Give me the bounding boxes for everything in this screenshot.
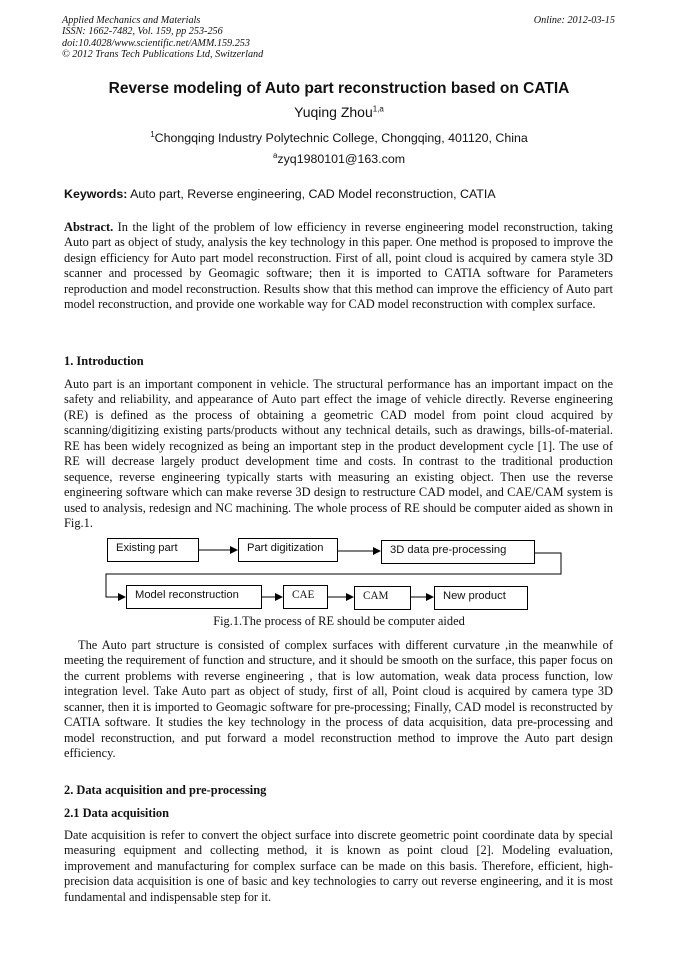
flow-box-model-reconstruction: Model reconstruction [126,585,262,609]
section21-paragraph-1: Date acquisition is refer to convert the object surface into discrete geometric point coordinate data by special measuring equipment and collecting method, it is known as point cloud [2]. Modeling evaluation, improvement and manufacturing for complex surface can be made on this basis. Therefore, efficient, high-precision data acquisition is one of basic and key technologies to carry out reverse engineering, and it is most fundamental and indispensable step for it. [64,828,613,904]
flow-box-part-digitization: Part digitization [238,538,338,562]
flow-box-cae: CAE [283,585,328,609]
email-sup: a [272,150,278,160]
issn-line: ISSN: 1662-7482, Vol. 159, pp 253-256 [62,26,223,38]
affiliation-text: Chongqing Industry Polytechnic College, Chongqing, 401120, China [154,131,528,145]
author-name: Yuqing Zhou [294,104,373,120]
flow-box-3d-preprocessing: 3D data pre-processing [381,540,535,564]
intro-paragraph-1: Auto part is an important component in vehicle. The structural performance has an important impact on the safety and reliability, and appearance of Auto part effect the image of vehicle directly. Reverse engineering (RE) is defined as the process of obtaining a geometric CAD model from point cloud acquired by scanning/digitizing existing parts/products without any technical details, such as drawings, bills-of-material. RE has been widely recognized as being an important step in the product development cycle [1]. The use of RE will decrease largely product development time and costs. In contrast to the traditional production sequence, reverse engineering typically starts with measuring an existing object. Then use the reverse engineering software which can make reverse 3D design to restructure CAD model, and CAE/CAM system is used to analysis, redesign and NC machining. The whole process of RE should be computer aided as shown in Fig.1. [64,377,613,531]
subsection-heading-data-acquisition: 2.1 Data acquisition [64,806,169,820]
keywords-label: Keywords: [64,187,128,201]
flow-box-new-product: New product [434,586,528,610]
journal-header [62,15,615,61]
email [40,152,638,166]
figure-caption: Fig.1.The process of RE should be computer aided [213,614,465,628]
keywords [64,187,496,201]
flow-box-existing-part: Existing part [107,538,199,562]
paper-title: Reverse modeling of Auto part reconstruction based on CATIA [108,80,570,97]
keywords-text: Auto part, Reverse engineering, CAD Model reconstruction, CATIA [127,187,496,201]
online-date: Online: 2012-03-15 [533,15,615,26]
affiliation-sup: 1 [150,129,155,139]
author-line [40,104,638,120]
copyright-line: © 2012 Trans Tech Publications Ltd, Switzerland [62,49,264,61]
abstract-label: Abstract. [64,220,114,234]
affiliation [40,131,638,145]
journal-name: Applied Mechanics and Materials [62,15,201,26]
abstract-text: In the light of the problem of low efficiency in reverse engineering model reconstruction, taking Auto part as object of study, analysis the key technology in this paper. One method is proposed to improve the design efficiency for Auto part model reconstruction. First of all, point cloud is acquired by camera style 3D scanner and processed by Geomagic software; then it is imported to CATIA software for Parameters reproduction and model reconstruction. Results show that this method can improve the efficiency of Auto part model reconstruction, and provide one workable way for CAD model reconstruction with complex surface. [64,220,613,312]
section-heading-introduction: 1. Introduction [64,354,144,368]
doi-line: doi:10.4028/www.scientific.net/AMM.159.253 [62,37,250,49]
abstract [64,220,613,313]
email-text: zyq1980101@163.com [277,152,406,166]
section-heading-data-acquisition: 2. Data acquisition and pre-processing [64,783,267,797]
intro-paragraph-2: The Auto part structure is consisted of complex surfaces with different curvature ,in the meanwhile of meeting the requirement of function and structure, and it should be smooth on the surface, this paper focus on the current problems with reverse engineering , that is low automation, weak data process function, low integration level. Take Auto part as object of study, first of all, Point cloud is acquired by camera type 3D scanner, then it is imported to Geomagic software for pre-processing; Finally, CAD model is reconstructed by CATIA software. It studies the key technology in the process of data acquisition, data pre-processing and model reconstruction, and put forward a model reconstruction method to improve the Auto part design efficiency. [64,638,613,761]
flow-box-cam: CAM [354,586,411,610]
author-sup: 1,a [372,104,384,114]
